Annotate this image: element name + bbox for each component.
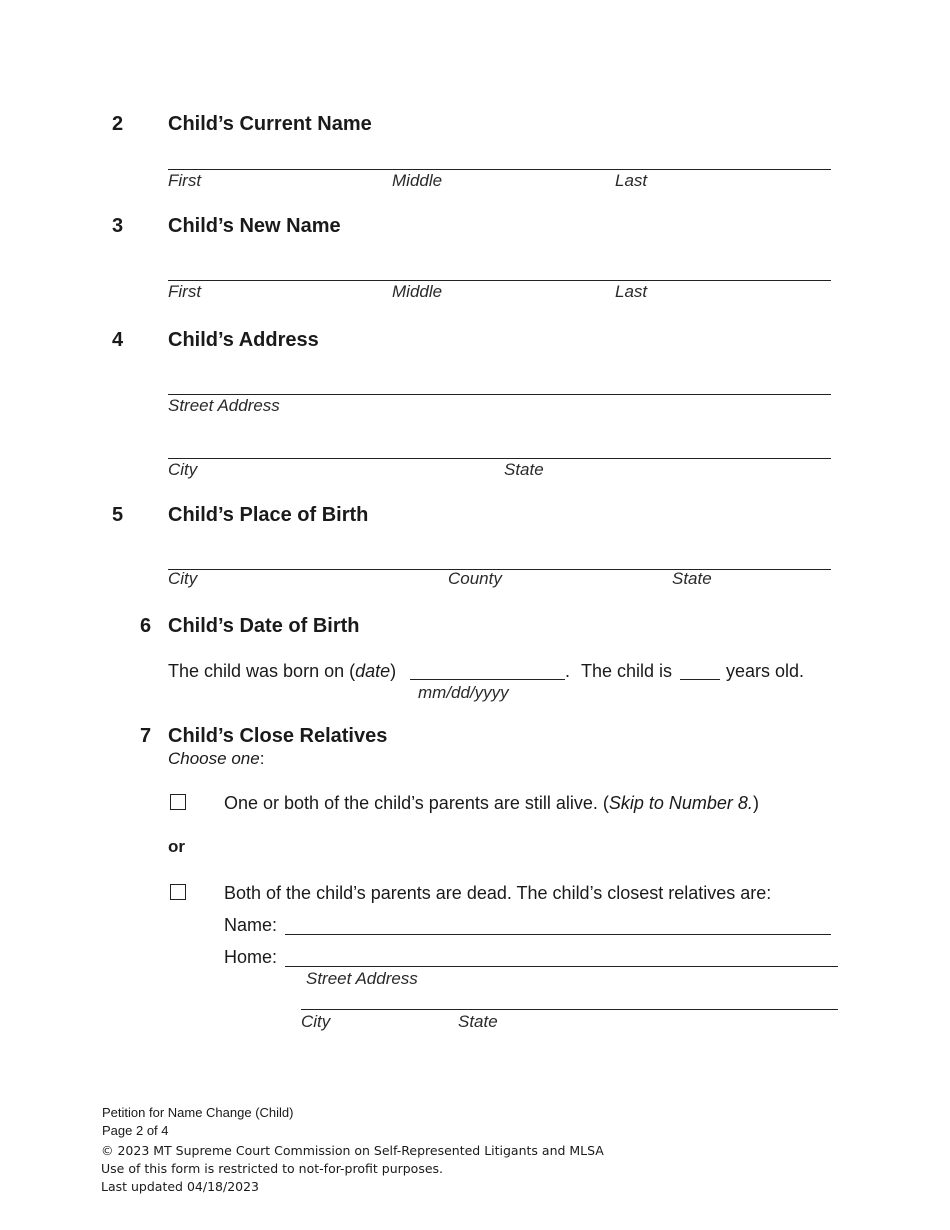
- section-2-number: 2: [112, 113, 124, 135]
- section-5-number: 5: [112, 504, 124, 526]
- current-name-line[interactable]: [168, 169, 831, 170]
- current-name-middle-label: Middle: [392, 171, 443, 190]
- section-4-number: 4: [112, 329, 124, 351]
- parents-dead-text: Both of the child’s parents are dead. The child’s closest relatives are:: [224, 883, 772, 903]
- footer-restriction: Use of this form is restricted to not-for-profit purposes.: [101, 1161, 444, 1176]
- section-6-title: Child’s Date of Birth: [168, 615, 360, 637]
- relative-name-line[interactable]: [285, 934, 831, 935]
- section-3-title: Child’s New Name: [168, 215, 341, 237]
- section-7-number: 7: [140, 725, 152, 747]
- section-3-number: 3: [112, 215, 124, 237]
- address-street-line[interactable]: [168, 394, 831, 395]
- current-name-last-label: Last: [615, 171, 648, 190]
- section-6-number: 6: [140, 615, 152, 637]
- relative-name-label: Name:: [224, 915, 278, 935]
- address-city-label: City: [168, 460, 198, 479]
- birthplace-state-label: State: [672, 569, 712, 588]
- born-period: .: [565, 661, 571, 681]
- footer-last-updated: Last updated 04/18/2023: [101, 1179, 260, 1194]
- age-suffix-text: years old.: [726, 661, 805, 681]
- choose-one-label: Choose one:: [168, 749, 265, 768]
- age-prefix-text: The child is: [581, 661, 673, 681]
- or-label: or: [168, 837, 185, 856]
- section-4-title: Child’s Address: [168, 329, 319, 351]
- relative-city-state-line[interactable]: [301, 1009, 838, 1010]
- section-7-title: Child’s Close Relatives: [168, 725, 388, 747]
- birthplace-county-label: County: [448, 569, 502, 588]
- relative-state-label: State: [458, 1012, 498, 1031]
- relative-street-line[interactable]: [285, 966, 838, 967]
- birthplace-city-label: City: [168, 569, 198, 588]
- new-name-first-label: First: [168, 282, 202, 301]
- born-on-text: The child was born on (date): [168, 661, 397, 681]
- relative-street-label: Street Address: [306, 969, 418, 988]
- address-street-label: Street Address: [168, 396, 280, 415]
- age-line[interactable]: [680, 679, 720, 680]
- address-state-label: State: [504, 460, 544, 479]
- new-name-last-label: Last: [615, 282, 648, 301]
- footer-form-title: Petition for Name Change (Child): [102, 1105, 294, 1120]
- address-city-state-line[interactable]: [168, 458, 831, 459]
- relative-home-label: Home:: [224, 947, 278, 967]
- date-format-label: mm/dd/yyyy: [418, 683, 509, 702]
- relative-city-label: City: [301, 1012, 331, 1031]
- current-name-first-label: First: [168, 171, 202, 190]
- birth-date-line[interactable]: [410, 679, 565, 680]
- parents-alive-text: One or both of the child’s parents are still alive. (Skip to Number 8.): [224, 793, 759, 813]
- section-2-title: Child’s Current Name: [168, 113, 372, 135]
- parents-alive-checkbox[interactable]: [170, 794, 186, 810]
- footer-page-number: Page 2 of 4: [102, 1123, 169, 1138]
- new-name-line[interactable]: [168, 280, 831, 281]
- footer-copyright: © 2023 MT Supreme Court Commission on Self-Represented Litigants and MLSA: [101, 1143, 604, 1158]
- parents-dead-checkbox[interactable]: [170, 884, 186, 900]
- section-5-title: Child’s Place of Birth: [168, 504, 369, 526]
- new-name-middle-label: Middle: [392, 282, 443, 301]
